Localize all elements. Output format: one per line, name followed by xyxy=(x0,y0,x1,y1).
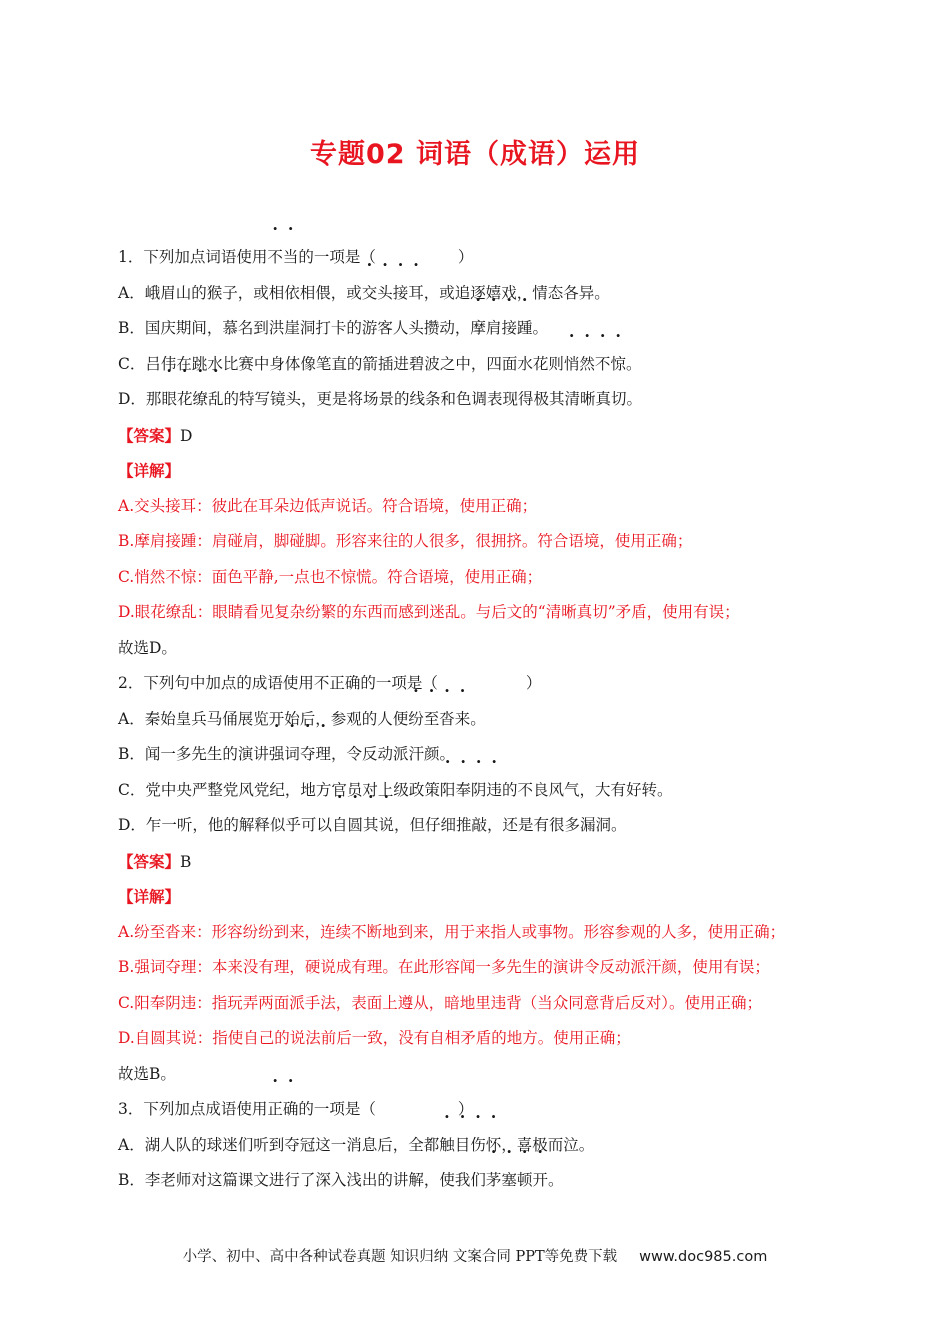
q2-detail-c: C.阳奉阴违：指玩弄两面派手法，表面上遵从，暗地里违背（当众同意背后反对）。使用正确； xyxy=(118,993,762,1012)
q2-answer: 【答案】B xyxy=(118,851,192,871)
answer-tag: 【答案】 xyxy=(118,851,181,871)
q1-detail-b: B.摩肩接踵：肩碰肩，脚碰脚。形容来往的人很多，很拥挤。符合语境，使用正确； xyxy=(118,532,693,550)
q1-option-c: C．吕伟在跳水比赛中身体像笔直的箭插进碧波之中，四面水花则悄然不惊。 xyxy=(118,354,642,373)
page-title: 专题02 词语（成语）运用 xyxy=(310,139,640,170)
document-body xyxy=(118,240,838,1199)
q1-conclusion: 故选D。 xyxy=(118,638,177,657)
q1-detail-a: A.交头接耳：彼此在耳朵边低声说话。符合语境，使用正确； xyxy=(118,496,538,515)
q1-stem: 1．下列加点词语使用不当的一项是（ ） xyxy=(118,248,474,266)
q3-option-a: A．湖人队的球迷们听到夺冠这一消息后，全都触目伤怀，喜极而泣。 xyxy=(118,1135,595,1154)
q2-detail-tag: 【详解】 xyxy=(118,887,181,906)
q2-detail-b: B.强词夺理：本来没有理，硬说成有理。在此形容闻一多先生的演讲令反动派汗颜，使用有误； xyxy=(118,958,770,976)
footer-text: 小学、初中、高中各种试卷真题 知识归纳 文案合同 PPT等免费下载 xyxy=(182,1249,618,1265)
q2-detail-d: D.自圆其说：指使自己的说法前后一致，没有自相矛盾的地方。使用正确； xyxy=(118,1029,631,1047)
q2-option-a: A．秦始皇兵马俑展览开始后，参观的人便纷至沓来。 xyxy=(118,709,486,728)
q1-option-a: A．峨眉山的猴子，或相依相偎，或交头接耳，或追逐嬉戏，情态各异。 xyxy=(118,283,610,302)
q2-stem: 2．下列句中加点的成语使用不正确的一项是（ ） xyxy=(118,674,542,692)
q1-detail-c: C.悄然不惊：面色平静,一点也不惊慌。符合语境，使用正确； xyxy=(118,567,543,586)
q3-stem: 3．下列加点成语使用正确的一项是（ ） xyxy=(118,1100,474,1118)
q1-detail-d: D.眼花缭乱：眼睛看见复杂纷繁的东西而感到迷乱。与后文的“清晰真切”矛盾，使用有误； xyxy=(118,603,740,621)
q2-detail-a: A.纷至沓来：形容纷纷到来，连续不断地到来，用于来指人或事物。形容参观的人多，使用正确； xyxy=(118,922,786,941)
page-footer xyxy=(0,1245,950,1266)
q1-option-d: D．那眼花缭乱的特写镜头，更是将场景的线条和色调表现得极其清晰真切。 xyxy=(118,390,643,408)
answer-tag: 【答案】 xyxy=(118,425,181,445)
q2-option-c: C．党中央严整党风党纪，地方官员对上级政策阳奉阴违的不良风气，大有好转。 xyxy=(118,780,673,799)
footer-url[interactable]: www.doc985.com xyxy=(639,1249,768,1265)
q2-option-d: D．乍一听，他的解释似乎可以自圆其说，但仔细推敲，还是有很多漏洞。 xyxy=(118,816,627,834)
q2-conclusion: 故选B。 xyxy=(118,1064,176,1083)
q2-option-b: B．闻一多先生的演讲强词夺理，令反动派汗颜。 xyxy=(118,745,455,763)
q1-option-b: B．国庆期间，慕名到洪崖洞打卡的游客人头攒动，摩肩接踵。 xyxy=(118,319,548,337)
q1-detail-tag: 【详解】 xyxy=(118,461,181,480)
q1-answer: 【答案】D xyxy=(118,425,193,445)
q3-option-b: B．李老师对这篇课文进行了深入浅出的讲解，使我们茅塞顿开。 xyxy=(118,1171,564,1189)
